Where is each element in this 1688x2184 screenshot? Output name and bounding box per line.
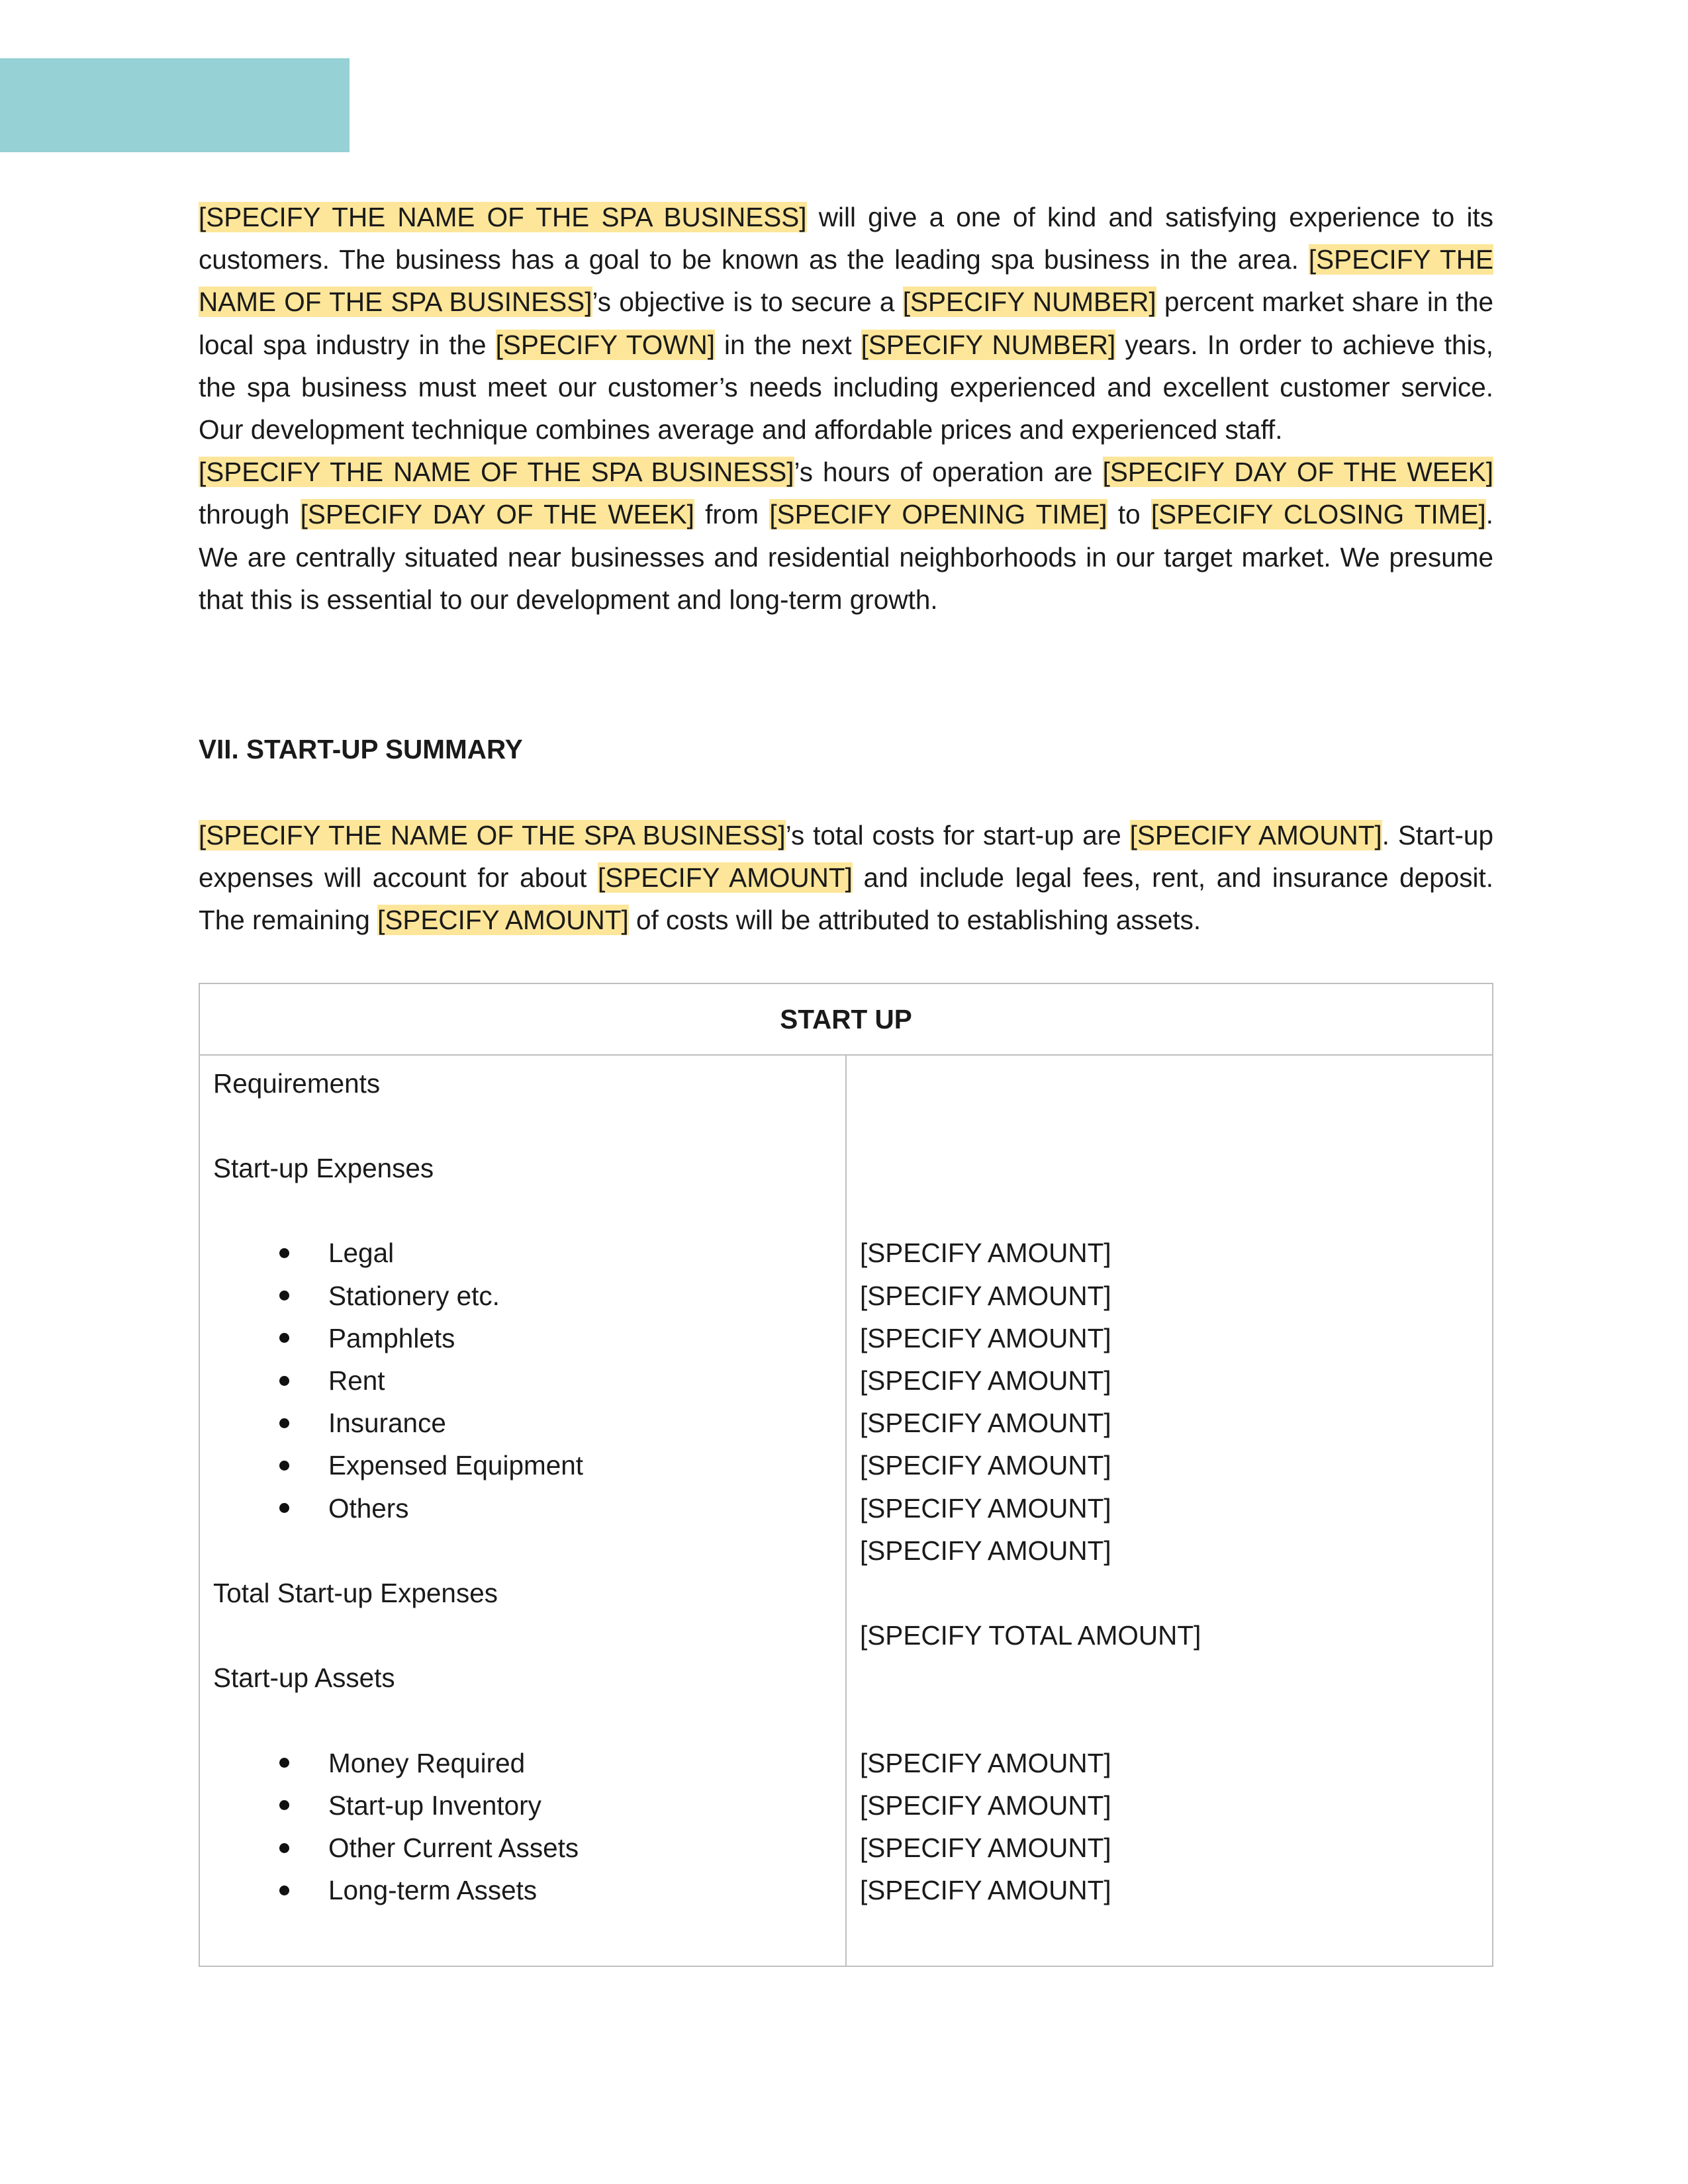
amount-value: [SPECIFY AMOUNT] bbox=[860, 1875, 1111, 1906]
item-label: Start-up Assets bbox=[213, 1662, 395, 1694]
bullet-item bbox=[213, 1869, 832, 1911]
startup-table bbox=[199, 983, 1493, 1968]
placeholder-highlight: [SPECIFY DAY OF THE WEEK] bbox=[300, 499, 694, 530]
bullet-item bbox=[213, 1742, 832, 1784]
amount-value bbox=[860, 1189, 1479, 1232]
placeholder-highlight: [SPECIFY NUMBER] bbox=[861, 329, 1116, 360]
text-run: through bbox=[199, 499, 301, 530]
item-label: Total Start-up Expenses bbox=[213, 1577, 498, 1608]
amount-value: [SPECIFY AMOUNT] bbox=[860, 1322, 1111, 1353]
amount-value: [SPECIFY AMOUNT] bbox=[860, 1408, 1111, 1439]
text-run: years. In order to achieve this, the spa business must meet our customer’s needs including experienced and excellent customer service. Our development technique combines average and affordable prices and experienced staff. bbox=[199, 329, 1493, 445]
requirement-line bbox=[213, 1699, 832, 1741]
text-run: percent market share in the local spa industry in the bbox=[199, 287, 1493, 360]
requirements-column bbox=[199, 1055, 846, 1967]
item-label: Legal bbox=[328, 1238, 395, 1269]
requirement-line bbox=[213, 1657, 832, 1699]
requirement-line bbox=[213, 1572, 832, 1614]
text-run: ’s total costs for start-up are bbox=[785, 820, 1130, 851]
item-label: Expensed Equipment bbox=[328, 1450, 584, 1481]
amount-value: [SPECIFY AMOUNT] bbox=[860, 1833, 1111, 1864]
requirement-line bbox=[213, 1189, 832, 1232]
amount-value bbox=[860, 1572, 1479, 1614]
amount-value: [SPECIFY AMOUNT] bbox=[860, 1535, 1111, 1566]
placeholder-highlight: [SPECIFY CLOSING TIME] bbox=[1150, 499, 1486, 530]
bullet-dot-icon bbox=[279, 1333, 289, 1343]
text-run: of costs will be attributed to establishing assets. bbox=[628, 905, 1201, 936]
item-label: Requirements bbox=[213, 1068, 381, 1099]
requirement-line bbox=[213, 1062, 832, 1105]
bullet-item bbox=[213, 1827, 832, 1869]
bullet-dot-icon bbox=[279, 1291, 289, 1300]
amount-value bbox=[860, 1147, 1479, 1189]
startup-table-header: START UP bbox=[199, 983, 1493, 1055]
amount-value: [SPECIFY AMOUNT] bbox=[860, 1280, 1111, 1311]
requirement-line bbox=[213, 1614, 832, 1657]
bullet-dot-icon bbox=[279, 1248, 289, 1258]
placeholder-highlight: [SPECIFY AMOUNT] bbox=[377, 905, 629, 936]
item-label: Start-up Expenses bbox=[213, 1153, 434, 1184]
placeholder-highlight: [SPECIFY NUMBER] bbox=[902, 287, 1156, 318]
amount-value bbox=[860, 1062, 1479, 1105]
bullet-dot-icon bbox=[279, 1376, 289, 1386]
bullet-dot-icon bbox=[279, 1843, 289, 1853]
placeholder-highlight: [SPECIFY TOWN] bbox=[495, 329, 715, 360]
item-label: Pamphlets bbox=[328, 1322, 455, 1353]
item-label: Start-up Inventory bbox=[328, 1790, 541, 1821]
text-run: ’s hours of operation are bbox=[794, 457, 1103, 488]
bullet-item bbox=[213, 1784, 832, 1827]
bullet-dot-icon bbox=[279, 1800, 289, 1810]
bullet-item bbox=[213, 1275, 832, 1317]
placeholder-highlight: [SPECIFY THE NAME OF THE SPA BUSINESS] bbox=[199, 202, 807, 232]
bullet-dot-icon bbox=[279, 1461, 289, 1471]
bullet-dot-icon bbox=[279, 1886, 289, 1895]
bullet-dot-icon bbox=[279, 1418, 289, 1428]
bullet-item bbox=[213, 1487, 832, 1529]
bullet-item bbox=[213, 1402, 832, 1444]
placeholder-highlight: [SPECIFY THE NAME OF THE SPA BUSINESS] bbox=[199, 820, 786, 851]
amounts-column bbox=[846, 1055, 1493, 1967]
bullet-dot-icon bbox=[279, 1758, 289, 1768]
placeholder-highlight: [SPECIFY AMOUNT] bbox=[598, 862, 853, 893]
intro-paragraph bbox=[199, 196, 1493, 451]
hours-paragraph bbox=[199, 451, 1493, 621]
placeholder-highlight: [SPECIFY THE NAME OF THE SPA BUSINESS] bbox=[199, 244, 1493, 318]
item-label: Long-term Assets bbox=[328, 1875, 538, 1906]
placeholder-highlight: [SPECIFY AMOUNT] bbox=[1129, 820, 1382, 851]
item-label: Others bbox=[328, 1492, 409, 1524]
bullet-item bbox=[213, 1359, 832, 1402]
placeholder-highlight: [SPECIFY DAY OF THE WEEK] bbox=[1102, 457, 1494, 488]
requirement-line bbox=[213, 1147, 832, 1189]
requirement-line bbox=[213, 1529, 832, 1572]
amount-value: [SPECIFY AMOUNT] bbox=[860, 1450, 1111, 1481]
amount-value: [SPECIFY AMOUNT] bbox=[860, 1492, 1111, 1524]
startup-table-header-row bbox=[199, 983, 1493, 1055]
bullet-dot-icon bbox=[279, 1503, 289, 1513]
bullet-item bbox=[213, 1444, 832, 1486]
bullet-item bbox=[213, 1232, 832, 1274]
text-run: ’s objective is to secure a bbox=[592, 287, 903, 318]
amount-value bbox=[860, 1105, 1479, 1147]
item-label: Stationery etc. bbox=[328, 1280, 500, 1311]
text-run: . Start-up expenses will account for about bbox=[199, 820, 1493, 893]
amount-value: [SPECIFY TOTAL AMOUNT] bbox=[860, 1620, 1201, 1651]
bullet-item bbox=[213, 1317, 832, 1359]
placeholder-highlight: [SPECIFY THE NAME OF THE SPA BUSINESS] bbox=[199, 457, 794, 488]
section-heading: VII. START-UP SUMMARY bbox=[199, 734, 523, 765]
item-label: Insurance bbox=[328, 1408, 446, 1439]
header-accent-bar bbox=[0, 58, 350, 152]
text-run: . We are centrally situated near businesses and residential neighborhoods in our target market. We presume that this is essential to our development and long-term growth. bbox=[199, 499, 1493, 615]
amount-value: [SPECIFY AMOUNT] bbox=[860, 1238, 1111, 1269]
text-run: from bbox=[694, 499, 770, 530]
text-run: in the next bbox=[714, 329, 861, 360]
amount-value bbox=[860, 1699, 1479, 1741]
requirement-line bbox=[213, 1105, 832, 1147]
item-label: Rent bbox=[328, 1365, 385, 1396]
amount-value: [SPECIFY AMOUNT] bbox=[860, 1747, 1111, 1778]
document-body bbox=[199, 196, 1493, 1967]
startup-table-body-row bbox=[199, 1055, 1493, 1967]
placeholder-highlight: [SPECIFY OPENING TIME] bbox=[769, 499, 1107, 530]
text-run: to bbox=[1107, 499, 1151, 530]
amount-value: [SPECIFY AMOUNT] bbox=[860, 1365, 1111, 1396]
amount-value: [SPECIFY AMOUNT] bbox=[860, 1790, 1111, 1821]
amount-value bbox=[860, 1657, 1479, 1699]
text-run: will give a one of kind and satisfying experience to its customers. The business has a goal to be known as the leading spa business in the area. bbox=[199, 202, 1493, 275]
item-label: Money Required bbox=[328, 1747, 526, 1778]
item-label: Other Current Assets bbox=[328, 1833, 579, 1864]
startup-summary-paragraph bbox=[199, 814, 1493, 942]
text-run: and include legal fees, rent, and insurance deposit. The remaining bbox=[199, 862, 1493, 936]
